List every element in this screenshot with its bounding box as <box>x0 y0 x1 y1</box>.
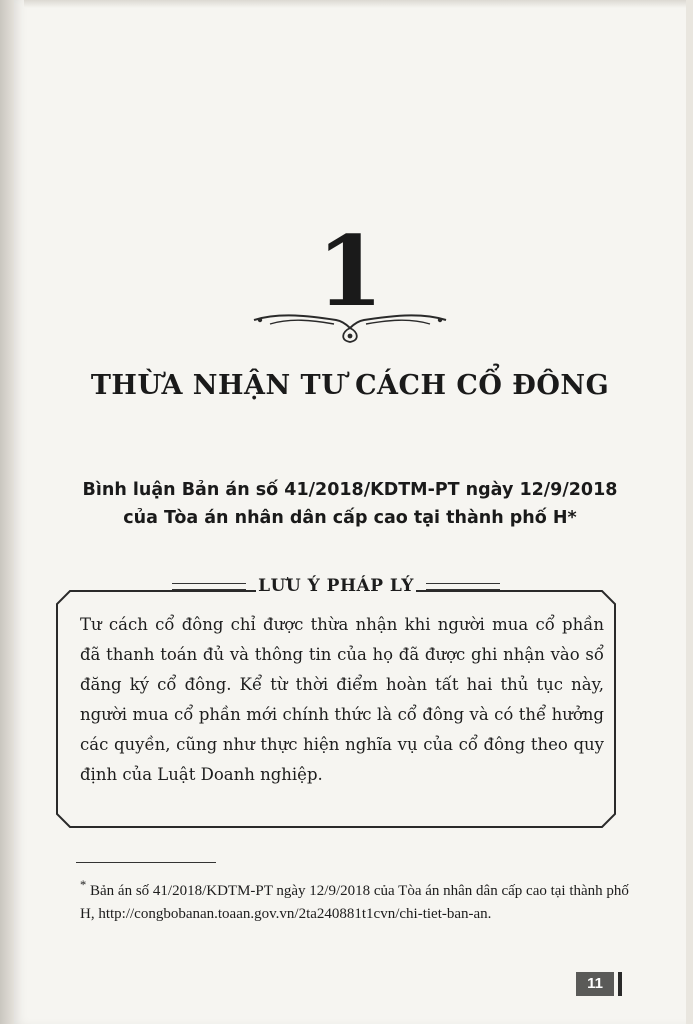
chapter-title: THỪA NHẬN TƯ CÁCH CỔ ĐÔNG <box>90 370 610 401</box>
legal-note-text: Tư cách cổ đông chỉ được thừa nhận khi người mua cổ phần đã thanh toán đủ và thông tin của họ đã được ghi nhận vào sổ đăng ký cổ đông. Kể từ thời điểm hoàn tất hai thủ tục này, người mua cổ phần mới chính thức là cổ đông và có thể hưởng các quyền, cũng như thực hiện nghĩa vụ của cổ đông theo quy định của Luật Doanh nghiệp. <box>80 615 604 784</box>
page-number-tick <box>618 972 622 996</box>
chapter-subtitle <box>14 476 686 532</box>
legal-note-header <box>56 576 616 596</box>
header-rule-left <box>172 583 246 590</box>
page-number: 11 <box>576 972 614 996</box>
subtitle-line-1: Bình luận Bản án số 41/2018/KDTM-PT ngày 12/9/2018 <box>82 480 618 500</box>
footnote-text: Bản án số 41/2018/KDTM-PT ngày 12/9/2018 của Tòa án nhân dân cấp cao tại thành phố H, http://congbobanan.toaan.gov.vn/2ta240881t1cvn/chi-tiet-ban-an. <box>80 883 629 922</box>
footnote-marker: * <box>80 878 87 892</box>
legal-note-box <box>56 576 616 828</box>
page-top-edge <box>24 0 686 8</box>
chapter-ornament <box>250 306 450 346</box>
header-rule-right <box>426 583 500 590</box>
subtitle-line-2: của Tòa án nhân dân cấp cao tại thành phố H* <box>123 508 577 528</box>
book-spine <box>0 0 14 1024</box>
footnote <box>80 874 632 926</box>
legal-note-label: LƯU Ý PHÁP LÝ <box>258 576 414 596</box>
chapter-number: 1 <box>316 215 384 328</box>
book-page <box>14 0 686 1024</box>
footnote-divider <box>76 862 216 863</box>
